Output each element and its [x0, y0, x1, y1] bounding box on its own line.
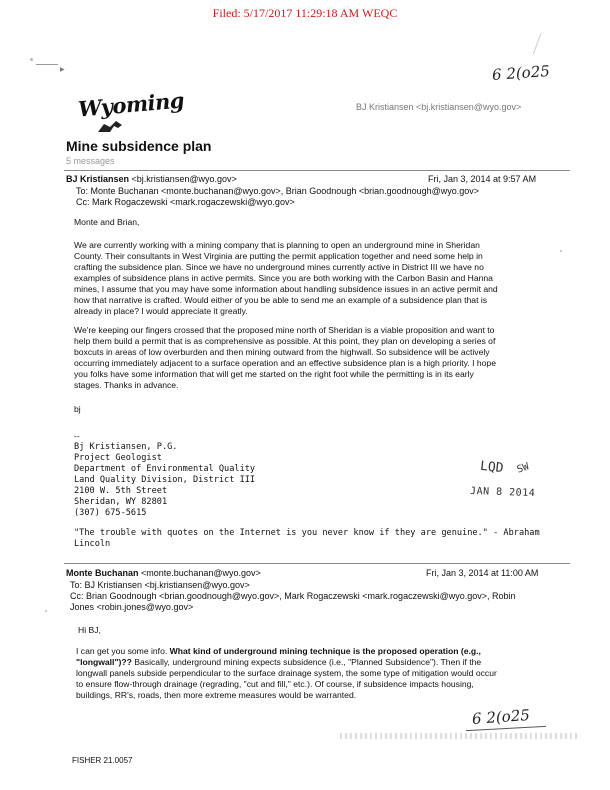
message-1-cc: Cc: Mark Rogaczewski <mark.rogaczewski@wyo.gov>	[76, 197, 295, 207]
scan-speck	[45, 610, 47, 612]
cc-line: Cc: Brian Goodnough <brian.goodnough@wyo.gov>, Mark Rogaczewski <mark.rogaczewski@wyo.gov>, Robin	[70, 591, 516, 601]
text-line: longwall panels subside perpendicular to the surface drainage system, the some type of mitigation would occur	[76, 668, 497, 678]
stamp-date: JAN 8 2014	[469, 485, 536, 500]
bucking-horse-icon	[96, 118, 126, 134]
signature-line: Bj Kristiansen, P.G.	[74, 442, 178, 452]
top-sender: BJ Kristiansen <bj.kristiansen@wyo.gov>	[356, 102, 522, 112]
signature-line: Project Geologist	[74, 453, 162, 463]
email-subject: Mine subsidence plan	[66, 138, 212, 154]
text-line	[76, 646, 556, 657]
quote-line: Lincoln	[74, 539, 111, 549]
text-line	[76, 657, 556, 668]
text-line: to ensure flow-through drainage (regrading, "cut and fill," etc.). Of course, if subsidence impacts housing,	[76, 679, 474, 689]
text-line: mines, I assume that you may have some information about handling subsidence issues in an active permit and	[74, 284, 498, 294]
signature-line: (307) 675-5615	[74, 508, 147, 518]
scan-noise	[340, 733, 580, 739]
message-1-from-email: <bj.kristiansen@wyo.gov>	[131, 174, 237, 184]
received-stamp	[480, 456, 529, 475]
filed-header: Filed: 5/17/2017 11:29:18 AM WEQC	[212, 6, 398, 20]
message-2-to: To: BJ Kristiansen <bj.kristiansen@wyo.gov>	[70, 580, 250, 590]
text-line: help them build a permit that is as comprehensive as possible. At this point, they plan on developing a series of	[74, 336, 496, 346]
scan-arrow-icon: ▶	[60, 67, 65, 73]
text-line: already in place? I would appreciate it greatly.	[74, 306, 248, 316]
signature-quote	[74, 528, 574, 550]
scan-speck	[30, 58, 33, 61]
scribble-mark	[533, 33, 558, 60]
stamp-suffix: SW	[515, 461, 531, 476]
text-line: boxcuts in areas of low overburden and then mining outward from the highwall. So subsidence will be actively	[74, 347, 490, 357]
text-line: examples of subsidence plans in active permits. Since you are both working with the Carbon Basin and Hanna	[74, 273, 493, 283]
message-1-date: Fri, Jan 3, 2014 at 9:57 AM	[428, 174, 537, 184]
quote-line: "The trouble with quotes on the Internet is you never know if they are genuine." - Abraham	[74, 528, 540, 538]
body-intro: I can get you some info.	[76, 646, 170, 656]
message-1-paragraph-1	[74, 240, 554, 317]
email-signature	[74, 442, 255, 519]
message-1-greeting: Monte and Brian,	[74, 217, 140, 227]
text-line: you folks have some information that will get me started on the right foot while the permitting is in its early	[74, 369, 474, 379]
text-line: County. Their consultants in West Virginia are putting the permit application together and need some help in	[74, 251, 483, 261]
message-2-greeting: Hi BJ,	[78, 625, 101, 635]
divider	[64, 563, 570, 564]
handwritten-annotation-top: 6 2(o25	[491, 62, 551, 84]
text-line: how that narrative is crafted. Would either of you be able to send me an example of a subsidence plan that is	[74, 295, 488, 305]
signature-separator: --	[74, 431, 80, 441]
message-1-to: To: Monte Buchanan <monte.buchanan@wyo.gov>, Brian Goodnough <brian.goodnough@wyo.gov>	[76, 186, 480, 196]
text-line: We are currently working with a mining company that is planning to open an underground mine in Sheridan	[74, 240, 480, 250]
cc-line: Jones <robin.jones@wyo.gov>	[70, 602, 194, 612]
scan-speck	[560, 250, 562, 252]
message-count: 5 messages	[66, 156, 115, 166]
text-line: occurring immediately adjacent to a surface operation and an effective subsidence plan is a high priority. I hope	[74, 358, 496, 368]
body-question: What kind of underground mining technique is the proposed operation (e.g.,	[169, 646, 481, 656]
text-line: buildings, RR's, roads, then more extreme measures would be warranted.	[76, 690, 357, 700]
scan-mark	[36, 64, 58, 65]
text-line: We're keeping our fingers crossed that the proposed mine north of Sheridan is a viable proposition and want to	[74, 325, 495, 335]
text-line: stages. Thanks in advance.	[74, 380, 179, 390]
signature-line: Department of Environmental Quality	[74, 464, 256, 474]
message-2-from-name: Monte Buchanan	[66, 568, 139, 578]
body-rest: Basically, underground mining expects subsidence (i.e., "Planned Subsidence"). Then if the	[131, 657, 482, 667]
message-2-date: Fri, Jan 3, 2014 at 11:00 AM	[426, 568, 539, 578]
wyoming-logo	[77, 87, 185, 130]
stamp-initials: LQD	[479, 458, 505, 477]
signature-line: 2100 W. 5th Street	[74, 486, 168, 496]
message-1-paragraph-2	[74, 325, 554, 391]
body-question-end: "longwall")??	[76, 657, 132, 667]
divider	[64, 170, 570, 171]
message-2-body	[76, 646, 556, 701]
message-2-cc	[70, 591, 516, 613]
logo-text: Wyoming	[77, 87, 185, 122]
message-2-from	[66, 568, 261, 579]
message-1-signoff: bj	[74, 404, 81, 414]
handwritten-annotation-bottom: 6 2(o25	[471, 706, 531, 728]
message-2-from-email: <monte.buchanan@wyo.gov>	[141, 568, 261, 578]
message-1-from	[66, 174, 237, 185]
signature-line: Land Quality Division, District III	[74, 475, 256, 485]
signature-line: Sheridan, WY 82801	[74, 497, 168, 507]
message-1-from-name: BJ Kristiansen	[66, 174, 130, 184]
bates-number: FISHER 21.0057	[72, 756, 133, 765]
text-line: crafting the subsidence plan. Since we have no underground mines currently active in District III we have no	[74, 262, 484, 272]
